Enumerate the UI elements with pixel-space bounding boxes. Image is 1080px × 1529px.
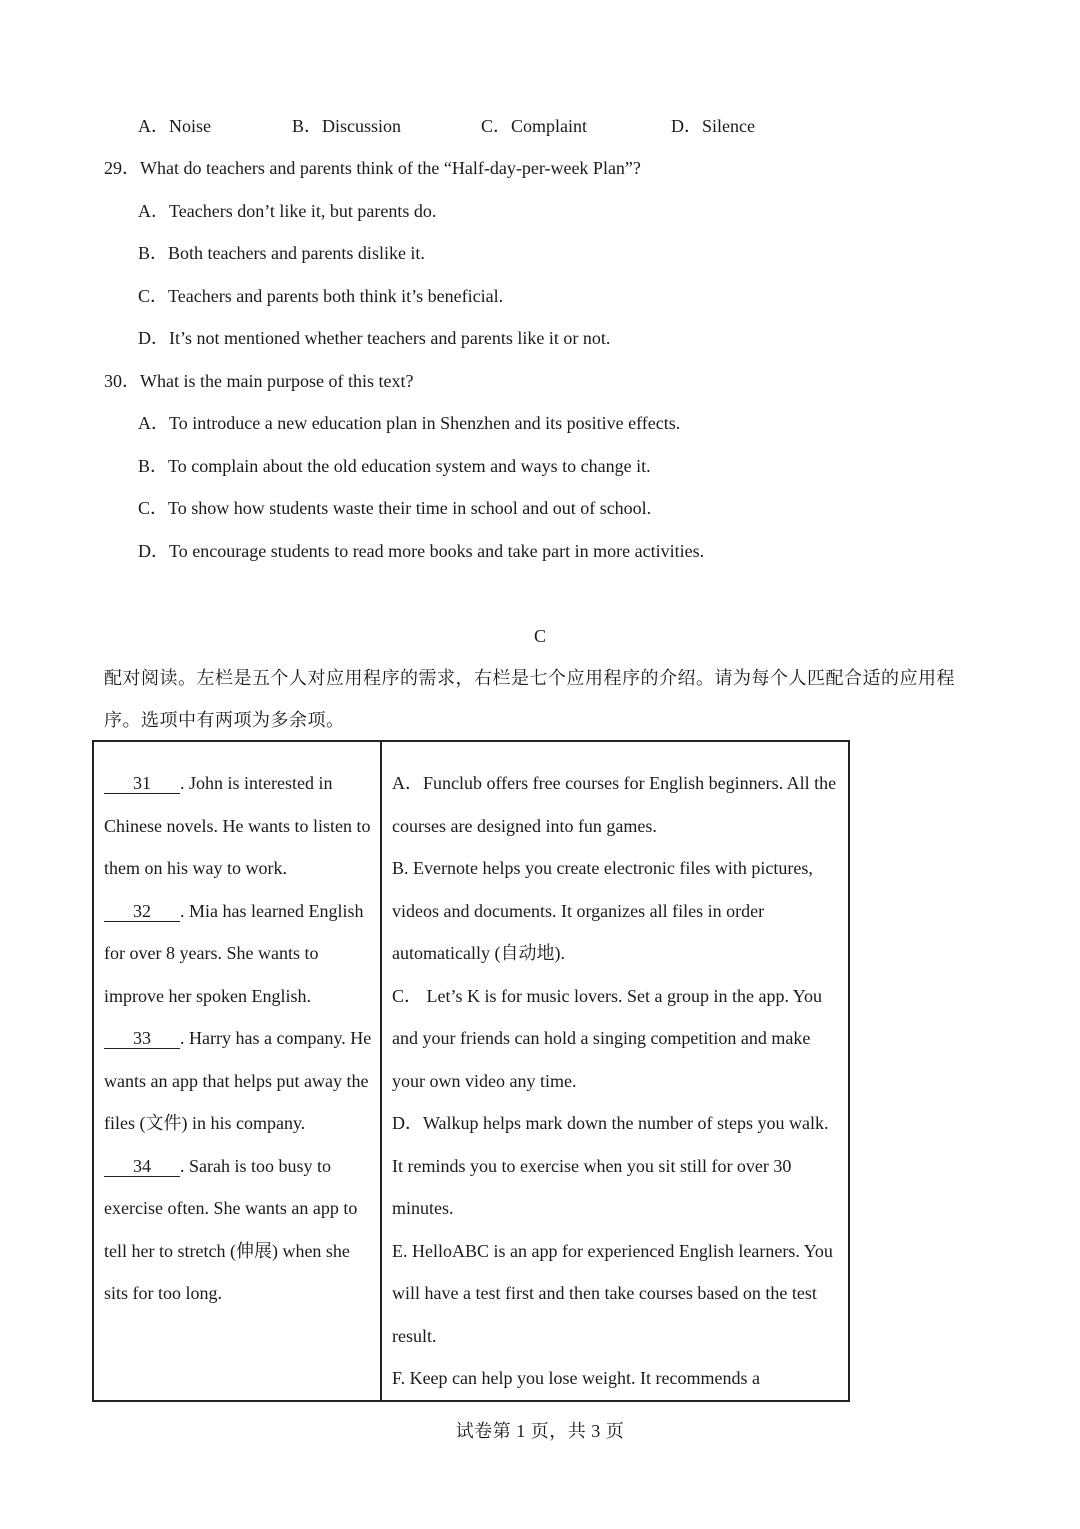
page-footer: 试卷第 1 页，共 3 页 [455,1421,625,1441]
app-option-e: E. HelloABC is an app for experienced English learners. You will have a test first and then take courses based on the test result. [392,1240,833,1346]
need-item: 31 . John is interested in Chinese novels. He wants to listen to them on his way to work. [104,773,371,878]
app-option-f: F. Keep can help you lose weight. It recommends a [392,1368,760,1388]
answer-blank[interactable]: 31 [104,773,180,794]
needs-column [93,741,381,1401]
answer-blank[interactable]: 33 [104,1028,180,1049]
matching-table [92,740,850,1402]
section-instructions-line-1: 配对阅读。左栏是五个人对应用程序的需求，右栏是七个应用程序的介绍。请为每个人匹配合适的应用程 [104,668,955,688]
q28-options [138,114,838,138]
app-option-d: D．Walkup helps mark down the number of steps you walk. It reminds you to exercise when you sit still for over 30 minutes. [392,1113,829,1218]
answer-blank[interactable]: 32 [104,901,180,922]
q28-option-d: D．Silence [671,116,755,136]
app-option-b: B. Evernote helps you create electronic files with pictures, videos and documents. It organizes all files in order automatically (自动地). [392,858,813,963]
q29-option-c: C．Teachers and parents both think it’s beneficial. [138,286,504,306]
q28-option-b: B．Discussion [292,116,402,136]
answer-blank[interactable]: 34 [104,1156,180,1177]
q30-option-a: A．To introduce a new education plan in Shenzhen and its positive effects. [138,413,681,433]
section-heading: C [533,626,546,646]
section-instructions-line-2: 序。选项中有两项为多余项。 [104,710,345,730]
need-item: 34 . Sarah is too busy to exercise often. She wants an app to tell her to stretch (伸展) when she sits for too long. [104,1155,358,1303]
q29-question: 29．What do teachers and parents think of the “Half-day-per-week Plan”? [104,158,641,178]
q30-option-b: B．To complain about the old education system and ways to change it. [138,456,651,476]
q30-option-c: C．To show how students waste their time in school and out of school. [138,498,652,518]
q29-option-a: A．Teachers don’t like it, but parents do. [138,201,437,221]
app-option-a: A．Funclub offers free courses for English beginners. All the courses are designed into fun games. [392,773,837,836]
q30-option-d: D．To encourage students to read more books and take part in more activities. [138,541,705,561]
need-item: 32 . Mia has learned English for over 8 years. She wants to improve her spoken English. [104,900,364,1006]
q29-option-d: D．It’s not mentioned whether teachers and parents like it or not. [138,328,611,348]
q28-option-c: C．Complaint [481,116,588,136]
q29-option-b: B．Both teachers and parents dislike it. [138,243,425,263]
q30-question: 30．What is the main purpose of this text? [104,371,414,391]
app-option-c: C． Let’s K is for music lovers. Set a group in the app. You and your friends can hold a singing competition and make your own video any time. [392,985,822,1091]
q28-option-a: A．Noise [138,116,211,136]
apps-column [381,741,849,1401]
need-item: 33 . Harry has a company. He wants an app that helps put away the files (文件) in his company. [104,1028,372,1133]
